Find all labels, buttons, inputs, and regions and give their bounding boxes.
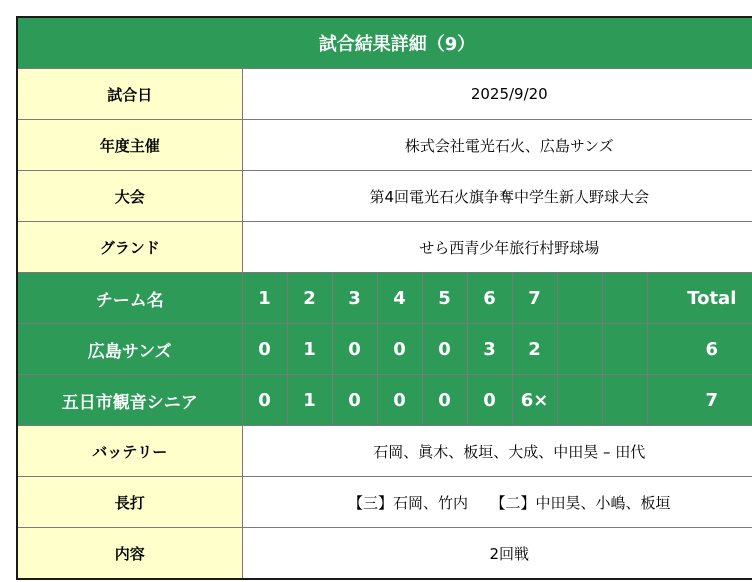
score-team2-inning-5: 0	[422, 375, 467, 426]
score-header-inning-3: 3	[332, 273, 377, 324]
score-team2-inning-9	[602, 375, 647, 426]
label-organizer: 年度主催	[17, 120, 242, 171]
scoreboard-row-team2	[17, 375, 752, 426]
value-tournament: 第4回電光石火旗争奪中学生新人野球大会	[242, 171, 752, 222]
score-team2-inning-3: 0	[332, 375, 377, 426]
score-team1-name: 広島サンズ	[17, 324, 242, 375]
score-team2-inning-7: 6×	[512, 375, 557, 426]
score-header-team: チーム名	[17, 273, 242, 324]
value-organizer: 株式会社電光石火、広島サンズ	[242, 120, 752, 171]
score-header-inning-8	[557, 273, 602, 324]
label-content: 内容	[17, 528, 242, 580]
score-header-inning-2: 2	[287, 273, 332, 324]
label-game-date: 試合日	[17, 69, 242, 120]
score-header-inning-5: 5	[422, 273, 467, 324]
score-team2-inning-1: 0	[242, 375, 287, 426]
score-header-inning-1: 1	[242, 273, 287, 324]
score-team1-inning-4: 0	[377, 324, 422, 375]
score-header-inning-6: 6	[467, 273, 512, 324]
score-team2-inning-8	[557, 375, 602, 426]
value-battery: 石岡、眞木、板垣、大成、中田昊 – 田代	[242, 426, 752, 477]
score-team1-inning-6: 3	[467, 324, 512, 375]
score-team1-inning-5: 0	[422, 324, 467, 375]
score-header-inning-9	[602, 273, 647, 324]
score-header-total: Total	[647, 273, 752, 324]
score-team1-total: 6	[647, 324, 752, 375]
score-team1-inning-3: 0	[332, 324, 377, 375]
score-header-inning-7: 7	[512, 273, 557, 324]
score-team2-name: 五日市観音シニア	[17, 375, 242, 426]
game-result-table	[16, 16, 752, 580]
score-team1-inning-7: 2	[512, 324, 557, 375]
value-game-date: 2025/9/20	[242, 69, 752, 120]
label-long-hits: 長打	[17, 477, 242, 528]
score-team1-inning-8	[557, 324, 602, 375]
value-ground: せら西青少年旅行村野球場	[242, 222, 752, 273]
score-team2-total: 7	[647, 375, 752, 426]
score-team1-inning-9	[602, 324, 647, 375]
score-team1-inning-1: 0	[242, 324, 287, 375]
scoreboard-row-team1	[17, 324, 752, 375]
scoreboard-header-row	[17, 273, 752, 324]
score-team2-inning-2: 1	[287, 375, 332, 426]
label-ground: グランド	[17, 222, 242, 273]
label-battery: バッテリー	[17, 426, 242, 477]
table-title: 試合結果詳細（9）	[17, 17, 752, 69]
score-team1-inning-2: 1	[287, 324, 332, 375]
score-team2-inning-6: 0	[467, 375, 512, 426]
score-header-inning-4: 4	[377, 273, 422, 324]
score-team2-inning-4: 0	[377, 375, 422, 426]
value-long-hits: 【三】石岡、竹内 【二】中田昊、小嶋、板垣	[242, 477, 752, 528]
value-content: 2回戦	[242, 528, 752, 580]
label-tournament: 大会	[17, 171, 242, 222]
